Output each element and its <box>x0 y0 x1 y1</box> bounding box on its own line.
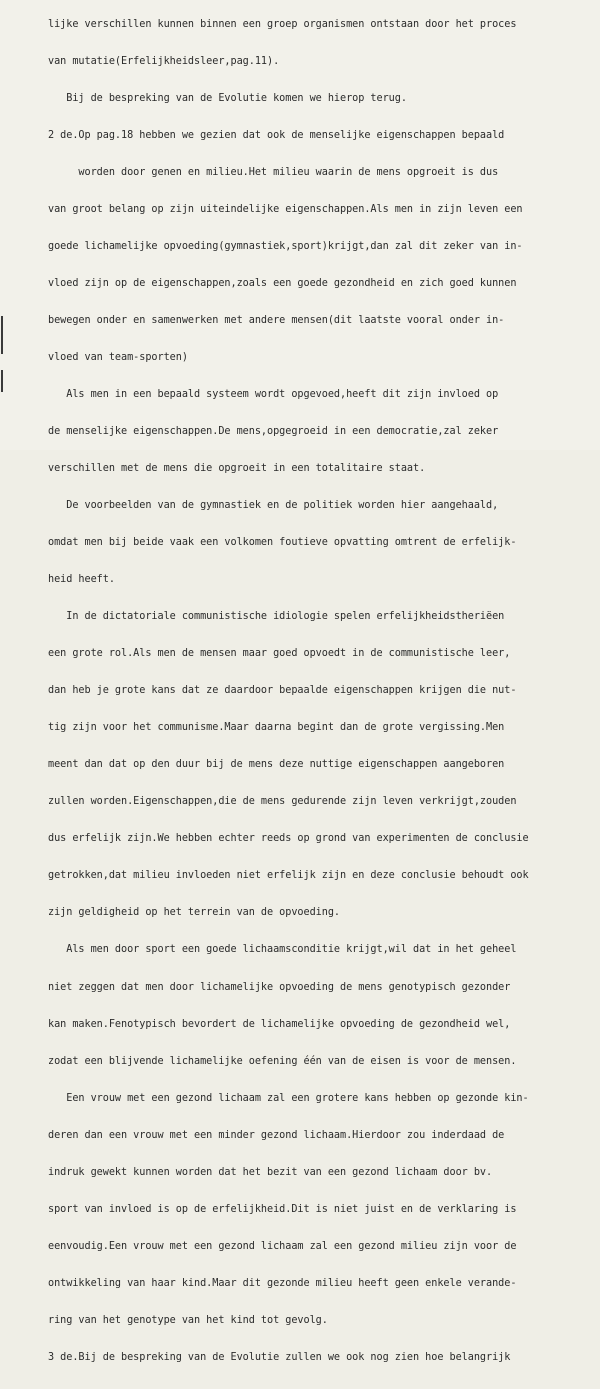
typed-text-body <box>48 0 588 1389</box>
text-line: lijke verschillen kunnen binnen een groep organismen ontstaan door het proces <box>48 18 517 30</box>
text-line: Bij de bespreking van de Evolutie komen we hierop terug. <box>48 92 407 104</box>
text-line: deren dan een vrouw met een minder gezond lichaam.Hierdoor zou inderdaad de <box>48 1129 505 1141</box>
text-line: dus erfelijk zijn.We hebben echter reeds op grond van experimenten de conclusie <box>48 833 529 845</box>
text-line: bewegen onder en samenwerken met andere mensen(dit laatste vooral onder in- <box>48 314 505 326</box>
text-line: tig zijn voor het communisme.Maar daarna begint dan de grote vergissing.Men <box>48 722 505 734</box>
text-line: de menselijke eigenschappen.De mens,opgegroeid in een democratie,zal zeker <box>48 426 499 438</box>
text-line: Als men door sport een goede lichaamsconditie krijgt,wil dat in het geheel <box>48 944 517 956</box>
text-line: Een vrouw met een gezond lichaam zal een grotere kans hebben op gezonde kin- <box>48 1092 529 1104</box>
text-line: De voorbeelden van de gymnastiek en de politiek worden hier aangehaald, <box>48 500 499 512</box>
text-line: zullen worden.Eigenschappen,die de mens gedurende zijn leven verkrijgt,zouden <box>48 796 517 808</box>
text-line: ring van het genotype van het kind tot gevolg. <box>48 1314 328 1326</box>
text-line: zijn geldigheid op het terrein van de opvoeding. <box>48 907 341 919</box>
text-line: eenvoudig.Een vrouw met een gezond lichaam zal een gezond milieu zijn voor de <box>48 1240 517 1252</box>
text-line: sport van invloed is op de erfelijkheid.Dit is niet juist en de verklaring is <box>48 1203 517 1215</box>
text-line: van mutatie(Erfelijkheidsleer,pag.11). <box>48 55 280 67</box>
text-line: 2 de.Op pag.18 hebben we gezien dat ook de menselijke eigenschappen bepaald <box>48 129 505 141</box>
text-line: dan heb je grote kans dat ze daardoor bepaalde eigenschappen krijgen die nut- <box>48 685 517 697</box>
text-line: heid heeft. <box>48 574 115 586</box>
text-line: verschillen met de mens die opgroeit in een totalitaire staat. <box>48 463 426 475</box>
text-line: ontwikkeling van haar kind.Maar dit gezonde milieu heeft geen enkele verande- <box>48 1277 517 1289</box>
text-line: een grote rol.Als men de mensen maar goed opvoedt in de communistische leer, <box>48 648 511 660</box>
text-line: zodat een blijvende lichamelijke oefening één van de eisen is voor de mensen. <box>48 1055 517 1067</box>
text-line: van groot belang op zijn uiteindelijke eigenschappen.Als men in zijn leven een <box>48 203 523 215</box>
text-line: worden door genen en milieu.Het milieu waarin de mens opgroeit is dus <box>48 166 499 178</box>
text-line: niet zeggen dat men door lichamelijke opvoeding de mens genotypisch gezonder <box>48 981 511 993</box>
text-line: indruk gewekt kunnen worden dat het bezit van een gezond lichaam door bv. <box>48 1166 493 1178</box>
text-line: getrokken,dat milieu invloeden niet erfelijk zijn en deze conclusie behoudt ook <box>48 870 529 882</box>
text-line: 3 de.Bij de bespreking van de Evolutie zullen we ook nog zien hoe belangrijk <box>48 1351 511 1363</box>
text-line: omdat men bij beide vaak een volkomen foutieve opvatting omtrent de erfelijk- <box>48 537 517 549</box>
text-line: meent dan dat op den duur bij de mens deze nuttige eigenschappen aangeboren <box>48 759 505 771</box>
margin-line-mark <box>1 370 3 392</box>
margin-line-mark <box>1 316 3 354</box>
text-line: kan maken.Fenotypisch bevordert de lichamelijke opvoeding de gezondheid wel, <box>48 1018 511 1030</box>
text-line: Als men in een bepaald systeem wordt opgevoed,heeft dit zijn invloed op <box>48 389 499 400</box>
text-line: goede lichamelijke opvoeding(gymnastiek,sport)krijgt,dan zal dit zeker van in- <box>48 240 523 252</box>
text-line: In de dictatoriale communistische idiologie spelen erfelijkheidstheriëen <box>48 611 505 623</box>
text-line: vloed van team-sporten) <box>48 351 188 363</box>
text-line: vloed zijn op de eigenschappen,zoals een goede gezondheid en zich goed kunnen <box>48 277 517 289</box>
